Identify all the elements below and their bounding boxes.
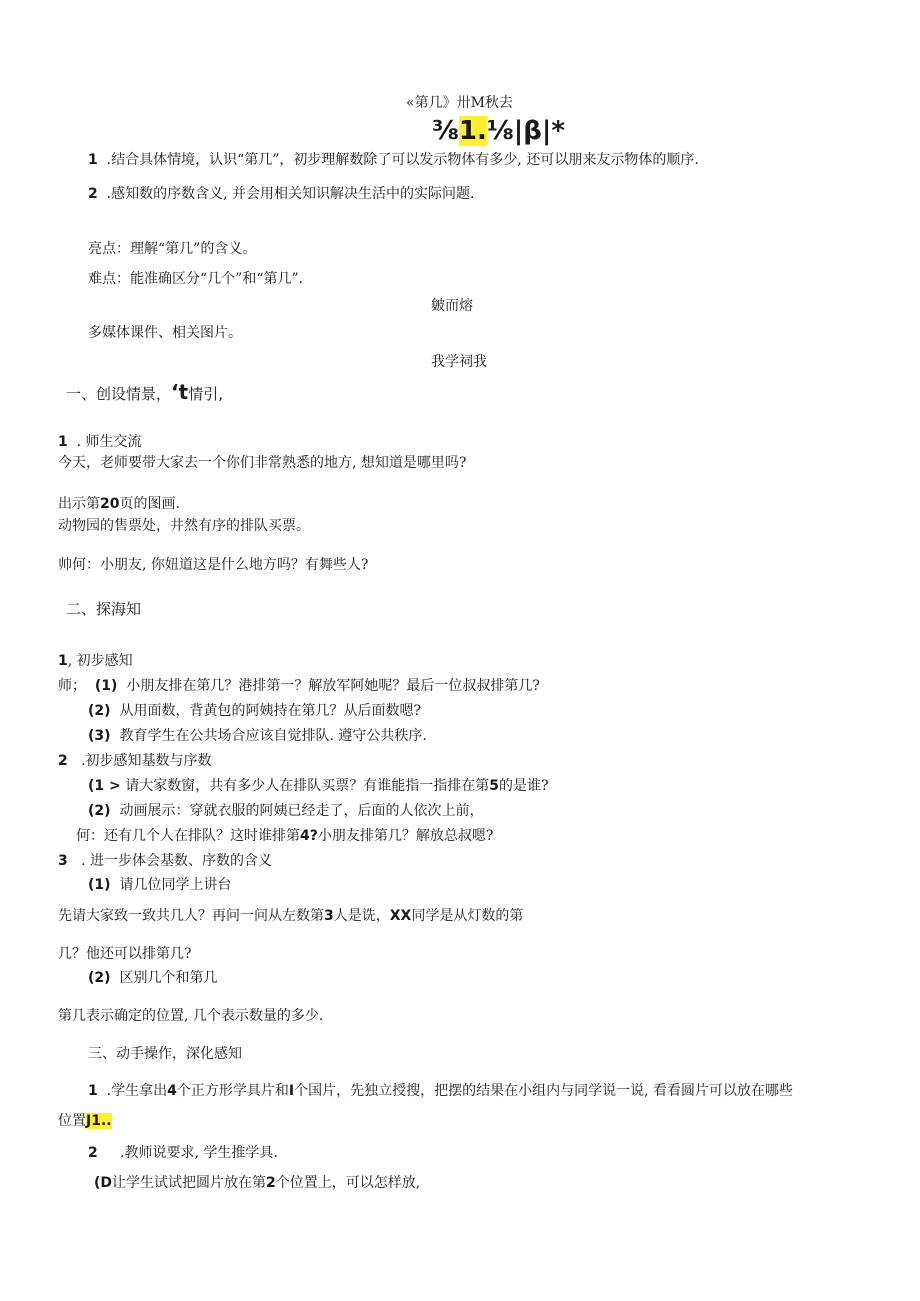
reinforce-1-position: 3 (324, 908, 334, 924)
perception-2-position: 4? (300, 828, 318, 844)
reinforce-1-detail-mid: 人是诜， (333, 908, 390, 924)
hands-on-1-text: .学生拿出 (106, 1083, 168, 1099)
title-highlight: 1. (458, 116, 487, 146)
perception-2-question-text: 何：还有几个人在排队？这时谁排第 (76, 828, 300, 844)
show-text-end: 页的图画. (119, 496, 180, 512)
s1-item-1 (58, 432, 142, 452)
show-text-start: 出示第 (58, 496, 100, 512)
reinforce-1-text: 请几位同学上讲台 (119, 877, 232, 893)
hands-on-2-text: .教师说要求, 学生推学具. (120, 1145, 278, 1161)
title-suffix: ⅛|β|* (486, 116, 566, 146)
s2-item-2 (58, 751, 212, 771)
title-prefix: ⅜ (432, 116, 459, 146)
question-1-text: 小朋友排在第几？港排第一？解放军阿她呢？最后一位叔叔排第几? (126, 678, 540, 694)
s1-item-1-number: 1 (58, 434, 68, 450)
page-number: 20 (100, 496, 120, 512)
process-heading: 我学祠我 (431, 354, 487, 370)
zoo-line: 动物园的售票处，井然有序的排队买票。 (58, 518, 310, 534)
s2-item-3-number: 3 (58, 853, 68, 869)
reinforce-2-text: 区别几个和第几 (119, 970, 218, 986)
s2-item-1-text: , 初步感知 (67, 653, 133, 669)
section-2-heading: 二、探海知 (66, 600, 142, 618)
perception-1 (88, 776, 548, 796)
reinforce-1 (88, 875, 231, 895)
reinforce-1-detail (58, 906, 523, 926)
section-3-heading: 三、动手操作，深化感知 (88, 1046, 242, 1062)
s2-item-1-number: 1 (58, 653, 68, 669)
reinforce-1-number: (1) (88, 877, 111, 893)
hands-on-3-text-end: 个位置上，可以怎样放, (275, 1175, 421, 1191)
s2-item-2-number: 2 (58, 753, 68, 769)
perception-1-text-end: 的是谁? (498, 778, 549, 794)
doc-header: «第几》卅M秋去 (406, 95, 513, 111)
doc-title (432, 116, 565, 146)
hands-on-3-position: 2 (266, 1175, 276, 1191)
perception-2 (88, 801, 483, 821)
s1-item-1-text: . 师生交流 (76, 434, 142, 450)
reinforce-1-detail-text: 先请大家致一致共几人？再问一问从左数第 (58, 908, 324, 924)
section-1-title: 一、创设情景， (66, 385, 172, 403)
hands-on-1-text-end: 个国片，先独立授搜，把摆的结果在小组内与同学说一说, 看看圆片可以放在哪些 (294, 1083, 793, 1099)
goal-1-number: 1 (88, 152, 98, 168)
perception-2-number: (2) (88, 803, 111, 819)
hands-on-3 (94, 1173, 420, 1193)
hands-on-1 (88, 1081, 793, 1101)
prep-heading: 皴而熔 (431, 298, 473, 314)
s2-item-3-text: . 进一步体会基数、序数的含义 (81, 853, 273, 869)
hands-on-2-number: 2 (88, 1145, 98, 1161)
section-1-mark: ‘t (171, 380, 189, 404)
question-3-text: 教育学生在公共场合应该自觉排队. 遵守公共秩序. (119, 728, 427, 744)
question-1-prefix: 师； (58, 678, 86, 694)
perception-2-question (76, 826, 493, 846)
reinforce-1-student: XX (389, 908, 412, 924)
hands-on-1-number: 1 (88, 1083, 98, 1099)
goal-2 (88, 184, 474, 204)
s2-item-3 (58, 851, 272, 871)
reinforce-2 (88, 968, 217, 988)
hands-on-1-cont (58, 1111, 112, 1131)
question-3 (88, 726, 427, 746)
reinforce-1-followup: 几？他还可以排第几? (58, 946, 192, 962)
goal-1 (88, 150, 699, 170)
question-2-text: 从用面数，背黄包的阿姨持在第几？从后面数嗯? (119, 703, 421, 719)
goal-2-text: .感知数的序数含义, 并会用相关知识解决生活中的实际问题. (106, 186, 475, 202)
hands-on-1-highlight: J1.. (86, 1113, 112, 1129)
teacher-question: 帅何：小朋友, 你妞道这是什么地方吗？有舞些人? (58, 557, 369, 573)
s2-item-1 (58, 651, 133, 671)
reinforce-2-detail: 第几表示确定的位置, 几个表示数量的多少. (58, 1008, 324, 1024)
question-2 (88, 701, 421, 721)
hands-on-3-text: 让学生试试把圆片放在第 (112, 1175, 267, 1191)
show-picture-line (58, 494, 180, 514)
hands-on-1-count-2: I (288, 1083, 295, 1099)
question-1-number: (1) (94, 678, 118, 694)
key-point: 亮点：理解“第几”的含义。 (88, 241, 257, 257)
perception-2-text: 动画展示：穿就衣服的阿姨已经走了，后面的人依次上前， (119, 803, 484, 819)
hands-on-1-count: 4 (167, 1083, 177, 1099)
section-1-heading (66, 382, 223, 404)
section-1-title-end: 情引, (188, 385, 223, 403)
hands-on-2 (88, 1143, 278, 1163)
perception-2-question-end: 小朋友排第几？解放总叔嗯? (317, 828, 494, 844)
s2-item-2-text: .初步感知基数与序数 (81, 753, 212, 769)
difficulty: 难点：能准确区分“几个”和“第几”. (88, 271, 304, 287)
goal-1-text: .结合具体情境，认识“第几”，初步理解数除了可以发示物体有多少, 还可以朋来友示物体的顺序. (106, 152, 699, 168)
reinforce-2-number: (2) (88, 970, 111, 986)
hands-on-1-text-mid: 个正方形学具片和 (176, 1083, 289, 1099)
s1-line: 今天，老师要带大家去一个你们非常熟悉的地方, 想知道是哪里吗? (58, 455, 467, 471)
goal-2-number: 2 (88, 186, 98, 202)
perception-1-text: 请大家数窗，共有多少人在排队买票？有谁能指一指排在第 (125, 778, 490, 794)
perception-1-position: 5 (489, 778, 499, 794)
question-3-number: (3) (88, 728, 111, 744)
question-2-number: (2) (88, 703, 111, 719)
hands-on-1-cont-text: 位置 (58, 1113, 86, 1129)
reinforce-1-detail-end: 同学是从灯数的第 (411, 908, 524, 924)
hands-on-3-number: (D (94, 1175, 113, 1191)
prep-text: 多媒体课件、相关图片。 (88, 325, 242, 341)
perception-1-number: (1 > (88, 778, 121, 794)
question-1 (58, 676, 540, 696)
